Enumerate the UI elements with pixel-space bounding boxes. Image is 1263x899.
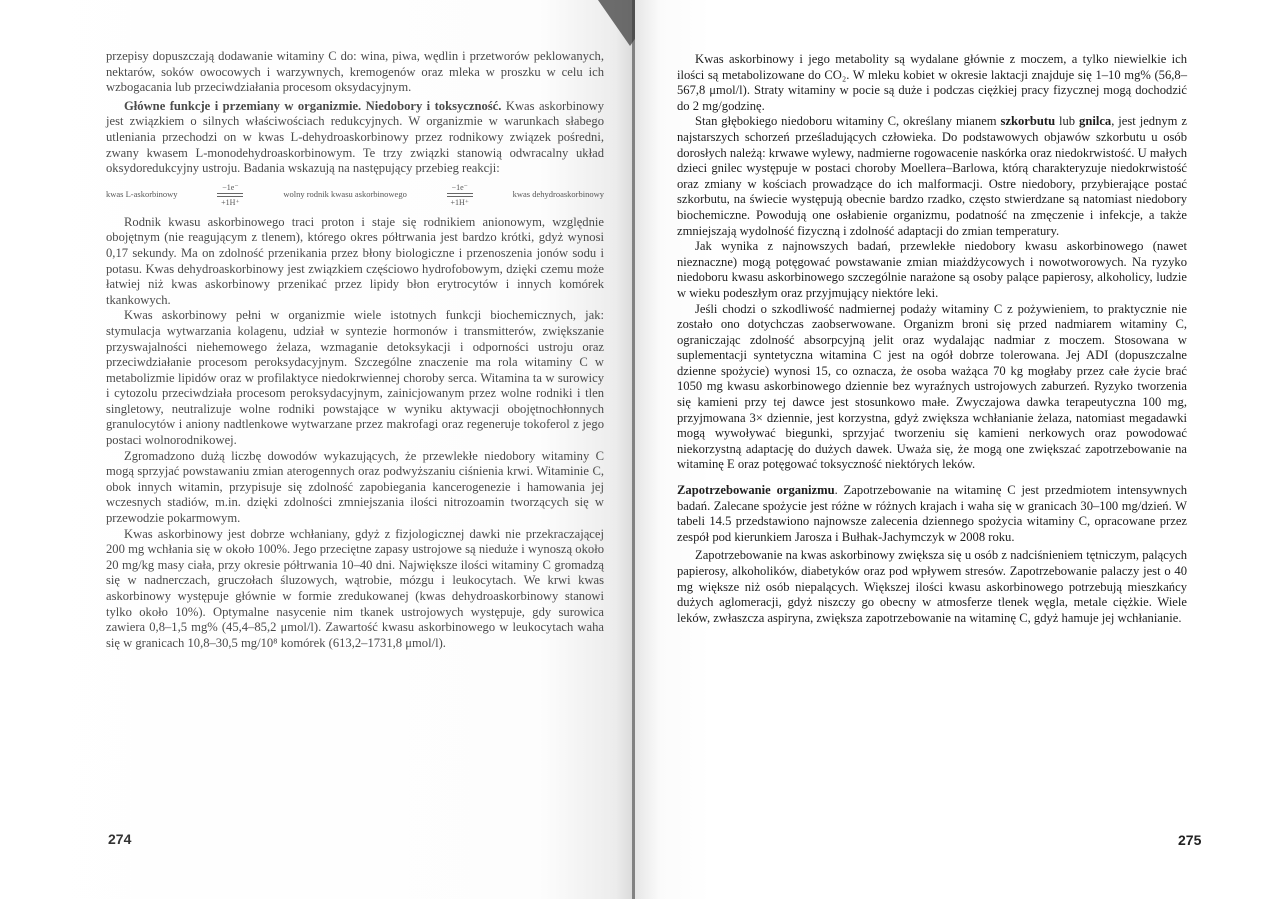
formula-middle: wolny rodnik kwasu askorbinowego — [283, 189, 407, 200]
right-section-requirements: Zapotrzebowanie organizmu. Zapotrzebowanie na witaminę C jest przedmiotem intensywnych badań. Zalecane spożycie jest różne w różnych krajach i waha się w granicach 30–100 mg/dzień. W tabeli 14.5 przedstawiono najnowsze zalecenia dziennego spożycia witaminy C, opracowane przez zespół pod kierunkiem Jarosza i Bułhak-Jachymczyk w 2008 roku. — [677, 483, 1187, 544]
requirements-heading: Zapotrzebowanie organizmu — [677, 483, 835, 498]
right-paragraph-6: Zapotrzebowanie na kwas askorbinowy zwiększa się u osób z nadciśnieniem tętniczym, palących papierosy, alkoholików, diabetyków oraz pod wpływem stresów. Zapotrzebowanie palaczy jest o 40 mg większe niż osób niepalących. Większej ilości kwasu askorbinowego potrzebują mieszkańcy dużych aglomeracji, gdyż niszczy go obecny w atmosferze tlenek węgla, metale ciężkie. Wiele leków, zwłaszcza aspiryna, zwiększa zapotrzebowanie na witaminę C, gdyż hamuje jej wchłanianie. — [677, 548, 1187, 625]
left-page-number: 274 — [108, 831, 132, 847]
left-paragraph-6: Kwas askorbinowy jest dobrze wchłaniany, gdyż z fizjologicznej dawki nie przekraczającej 200 mg wchłania się w około 100%. Jego przeciętne zapasy ustrojowe są nieduże i wynoszą około 20 mg/kg masy ciała, przy okresie półtrwania 10–40 dni. Największe ilości witaminy C gromadzą się w nadnerczach, gruczołach śluzowych, wątrobie, mózgu i leukocytach. We krwi kwas askorbinowy występuje głównie w formie zredukowanej (kwas dehydroaskorbinowy stanowi tylko około 10%). Optymalne nasycenie nim tkanek ustrojowych występuje, gdy surowica zawiera 0,8–1,5 mg% (45,4–85,2 μmol/l). Zawartość kwasu askorbinowego w leukocytach waha się w granicach 10,8–30,5 mg/10⁸ komórek (613,2–1731,8 μmol/l). — [106, 526, 604, 650]
right-text-column — [677, 52, 1187, 626]
right-paragraph-3: Jak wynika z najnowszych badań, przewlekłe niedobory kwasu askorbinowego (nawet nieznaczne) mogą potęgować powstawanie zmian miażdżycowych i nowotworowych. Na ryzyko niedoboru kwasu askorbinowego szczególnie narażone są osoby palące papierosy, alkoholicy, ludzie w wieku podeszłym oraz przyjmujący niektóre leki. — [677, 239, 1187, 300]
left-paragraph-1: przepisy dopuszczają dodawanie witaminy C do: wina, piwa, wędlin i przetworów peklowanych, nektarów, soków owocowych i warzywnych, kremogenów oraz mleka w proszku w celu ich wzbogacania lub przeciwdziałania procesom oksydacyjnym. — [106, 49, 604, 95]
left-paragraph-5: Zgromadzono dużą liczbę dowodów wykazujących, że przewlekłe niedobory witaminy C mogą sprzyjać powstawaniu zmian aterogennych oraz podwyższaniu ciśnienia krwi. Witaminie C, obok innych witamin, przypisuje się zdolność zapobiegania kancerogenezie i hamowania jej wczesnych stadiów, m.in. dzięki zdolności zmniejszania ilości nitrozoamin tworzących się w przewodzie pokarmowym. — [106, 448, 604, 526]
left-paragraph-2-text: Kwas askorbinowy jest związkiem o silnych właściwościach redukcyjnych. W organizmie w warunkach słabego utleniania przechodzi on w kwas L-dehydroaskorbinowy przez rodnikowy związek pośredni, zwany kwasem L-monodehydroaskorbinowym. Te trzy związki stanowią odwracalny układ oksydoredukcyjny ustroju. Badania wskazują na następujący przebieg reakcji: — [106, 98, 604, 176]
right-paragraph-1: Kwas askorbinowy i jego metabolity są wydalane głównie z moczem, a tylko niewielkie ich ilości są metabolizowane do CO₂. W mleku kobiet w okresie laktacji znajduje się 1–10 mg% (56,8–567,8 μmol/l). Straty witaminy w pocie są duże i podczas ciężkiej pracy fizycznej mogą dochodzić do 2 mg/godzinę. — [677, 52, 1187, 113]
left-paragraph-2 — [106, 99, 604, 177]
left-section-heading: Główne funkcje i przemiany w organizmie. Niedobory i toksyczność. — [124, 98, 502, 113]
reaction-formula — [106, 183, 604, 207]
right-page — [635, 0, 1263, 899]
formula-arrow-2: −1e⁻ +1H⁺ — [447, 183, 473, 207]
formula-right: kwas dehydroaskorbinowy — [512, 189, 604, 200]
left-text-column — [106, 49, 604, 651]
right-paragraph-scurvy: Stan głębokiego niedoboru witaminy C, określany mianem szkorbutu lub gnilca, jest jednym z najstarszych schorzeń prześladujących człowieka. Do podstawowych objawów szkorbutu u osób dorosłych należą: krwawe wylewy, nadmierne rogowacenie naskórka oraz niedokrwistość. U małych dzieci gnilec występuje w postaci choroby Moellera–Barlowa, którą charakteryzuje niedokrwistość oraz zmiany w kościach prowadzące do ich malformacji. Ostre niedobory, przybierające postać szkorbutu, na świecie występują obecnie bardzo rzadko, często stwierdzane są natomiast niedobory biochemiczne. Powodują one osłabienie organizmu, podatność na zmęczenie i infekcje, a także zmniejszają wydolność fizyczną i zdolność adaptacji do zmian temperatury. — [677, 114, 1187, 238]
formula-arrow-1: −1e⁻ +1H⁺ — [217, 183, 243, 207]
right-page-number: 275 — [1178, 832, 1202, 848]
left-paragraph-3: Rodnik kwasu askorbinowego traci proton i staje się rodnikiem anionowym, względnie obojętnym (nie reagującym z tlenem), którego okres półtrwania jest bardzo krótki, gdyż wynosi 0,17 sekundy. Ma on zdolność przenikania przez błony biologiczne i przenoszenia jonów sodu i potasu. Kwas dehydroaskorbinowy jest związkiem częściowo hydrofobowym, dzięki czemu może łatwiej niż kwas askorbinowy przenikać przez lipidy błon erytrocytów i innych komórek tkankowych. — [106, 214, 604, 307]
scurvy-term: szkorbutu — [1000, 114, 1056, 129]
left-paragraph-4: Kwas askorbinowy pełni w organizmie wiele istotnych funkcji biochemicznych, jak: stymulacja wytwarzania kolagenu, udział w syntezie hormonów i transmitterów, zwiększanie przyswajalności niehemowego żelaza, wzmaganie detoksykacji i odporności ustroju oraz przeciwdziałanie procesom peroksydacyjnym. Szczególne znaczenie ma rola witaminy C w metabolizmie lipidów oraz w profilaktyce niedokrwiennej choroby serca. Witamina ta w surowicy i cytozolu przeciwdziała procesom peroksydacyjnym, zainicjowanym przez wolne rodniki i tlen singletowy, neutralizuje wolne rodniki powstające w wyniku aktywacji obojętnochłonnych granulocytów i aniony nadtlenkowe wytwarzane przez makrofagi oraz regeneruje tokoferol z jego postaci wolnorodnikowej. — [106, 308, 604, 448]
right-paragraph-4: Jeśli chodzi o szkodliwość nadmiernej podaży witaminy C z pożywieniem, to praktycznie nie zostało ono dotychczas zaobserwowane. Organizm broni się przed nadmiarem witaminy C, ograniczając zdolność absorpcyjną jelit oraz wydalając nadmiar z moczem. Stosowana w suplementacji syntetyczna witamina C jest na ogół dobrze tolerowana. Jej ADI (dopuszczalne dzienne spożycie) wynosi 15, co oznacza, że osoba ważąca 70 kg mogłaby przez całe życie brać 1050 mg kwasu askorbinowego dziennie bez wyraźnych ustrojowych zaburzeń. Ryzyko tworzenia się kamieni przy tej dawce jest stosunkowo małe. Zwyczajowa dawka terapeutyczna 100 mg, przyjmowana 3× dziennie, jest korzystna, gdyż zwiększa wchłanianie żelaza, natomiast megadawki mogą wywoływać biegunki, sprzyjać tworzeniu się kamieni nerkowych oraz powodować niekorzystną adaptację do dużych dawek. Uważa się, że mogą one zwiększać zapotrzebowanie na witaminę E oraz potęgować toksyczność niektórych leków. — [677, 301, 1187, 472]
formula-left: kwas L-askorbinowy — [106, 189, 178, 200]
gilca-term: gnilca — [1079, 114, 1112, 129]
